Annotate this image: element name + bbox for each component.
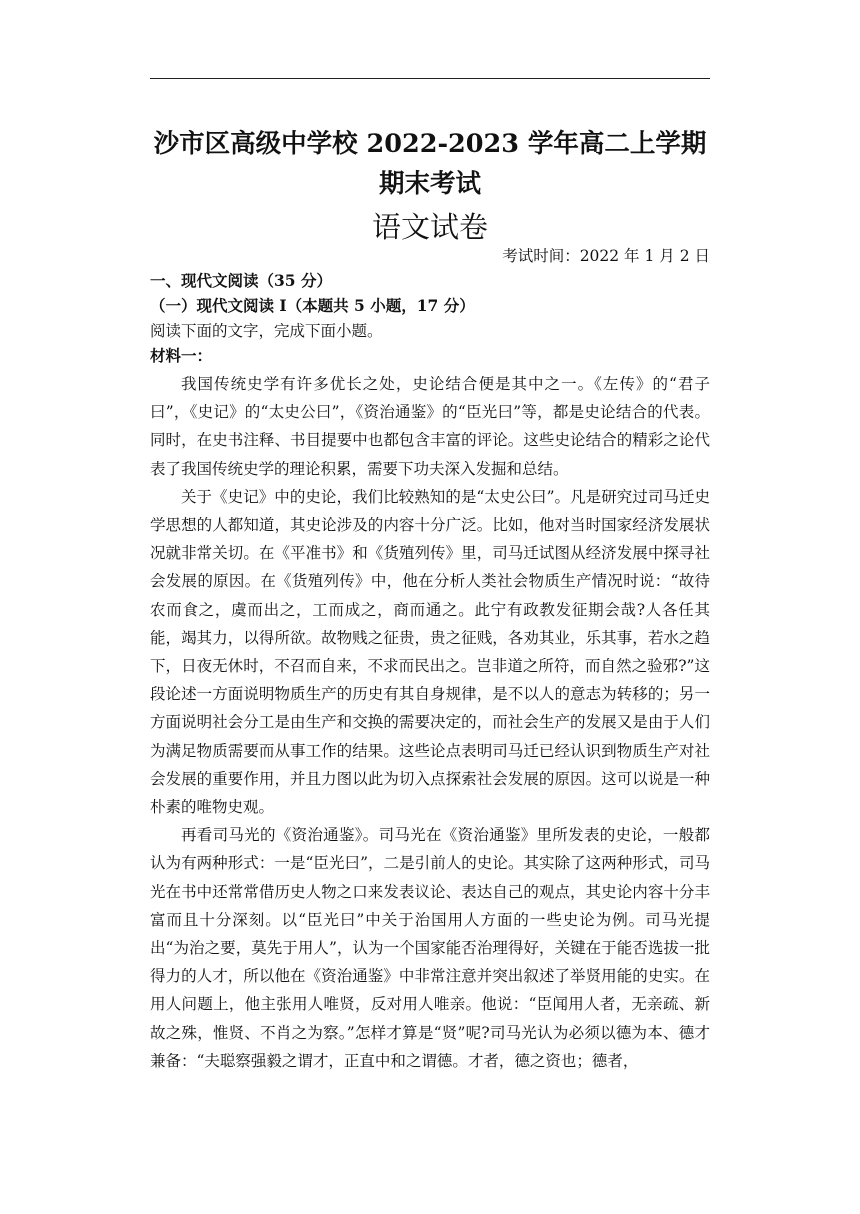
subject-title: 语文试卷	[371, 210, 488, 244]
exam-time: 考试时间：2022 年 1 月 2 日	[502, 247, 710, 265]
header-rule	[150, 78, 710, 79]
exam-title: 沙市区高级中学校 2022-2023 学年高二上学期期末考试	[153, 129, 707, 199]
instruction-text: 阅读下面的文字，完成下面小题。	[150, 322, 383, 340]
section-heading: 一、现代文阅读（35 分）	[150, 271, 332, 290]
paragraph: 我国传统史学有许多优长之处，史论结合便是其中之一。《左传》的“君子曰”，《史记》的“太史公曰”，《资治通鉴》的“臣光曰”等，都是史论结合的代表。同时，在史书注释、书目提要中也都包含丰富的评论。这些史论结合的精彩之论代表了我国传统史学的理论积累，需要下功夫深入发掘和总结。	[150, 375, 710, 478]
paragraph: 再看司马光的《资治通鉴》。司马光在《资治通鉴》里所发表的史论，一般都认为有两种形式：一是“臣光曰”，二是引前人的史论。其实除了这两种形式，司马光在书中还常常借历史人物之口来发表议论、表达自己的观点，其史论内容十分丰富而且十分深刻。以“臣光曰”中关于治国用人方面的一些史论为例。司马光提出“为治之要，莫先于用人”，认为一个国家能否治理得好，关键在于能否选拔一批得力的人才，所以他在《资治通鉴》中非常注意并突出叙述了举贤用能的史实。在用人问题上，他主张用人唯贤，反对用人唯亲。他说：“臣闻用人者，无亲疏、新故之殊，惟贤、不肖之为察。”怎样才算是“贤”呢?司马光认为必须以德为本、德才兼备：“夫聪察强毅之谓才，正直中和之谓德。才者，德之资也；德者，	[150, 826, 710, 1070]
subsection-heading: （一）现代文阅读 I（本题共 5 小题，17 分）	[150, 296, 475, 315]
paragraph: 关于《史记》中的史论，我们比较熟知的是“太史公曰”。凡是研究过司马迁史学思想的人都知道，其史论涉及的内容十分广泛。比如，他对当时国家经济发展状况就非常关切。在《平准书》和《货殖列传》里，司马迁试图从经济发展中探寻社会发展的原因。在《货殖列传》中，他在分析人类社会物质生产情况时说：“故待农而食之，虞而出之，工而成之，商而通之。此宁有政教发征期会哉?人各任其能，竭其力，以得所欲。故物贱之征贵，贵之征贱，各劝其业，乐其事，若水之趋下，日夜无休时，不召而自来，不求而民出之。岂非道之所符，而自然之验邪?”这段论述一方面说明物质生产的历史有其自身规律，是不以人的意志为转移的；另一方面说明社会分工是由生产和交换的需要决定的，而社会生产的发展又是由于人们为满足物质需要而从事工作的结果。这些论点表明司马迁已经认识到物质生产对社会发展的重要作用，并且力图以此为切入点探索社会发展的原因。这可以说是一种朴素的唯物史观。	[150, 487, 710, 817]
material-body	[150, 370, 710, 1075]
material-label: 材料一：	[150, 346, 213, 365]
